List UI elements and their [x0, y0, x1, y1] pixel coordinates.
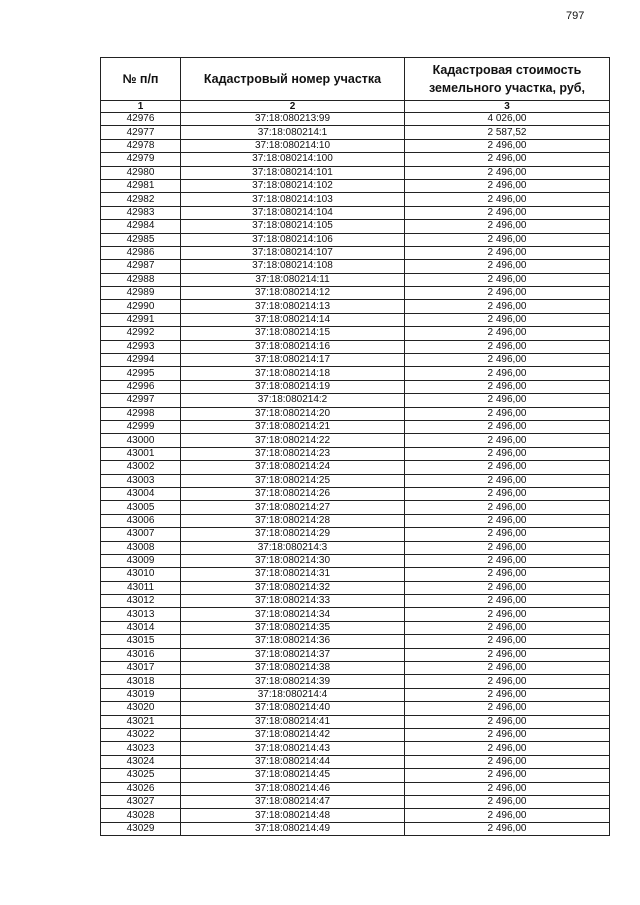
cadastral-value-cell: 2 496,00 [405, 782, 610, 795]
cadastral-number-cell: 37:18:080214:108 [181, 260, 405, 273]
cadastral-number-cell: 37:18:080214:1 [181, 126, 405, 139]
cadastral-number-cell: 37:18:080214:34 [181, 608, 405, 621]
row-number-cell: 42984 [101, 220, 181, 233]
cadastral-value-cell: 2 496,00 [405, 394, 610, 407]
cadastral-value-cell: 2 496,00 [405, 728, 610, 741]
table-row [101, 809, 610, 822]
cadastral-number-cell: 37:18:080214:47 [181, 795, 405, 808]
table-row [101, 193, 610, 206]
cadastral-number-cell: 37:18:080214:100 [181, 153, 405, 166]
cadastral-value-cell: 2 496,00 [405, 662, 610, 675]
cadastral-number-cell: 37:18:080214:48 [181, 809, 405, 822]
cadastral-number-cell: 37:18:080214:38 [181, 662, 405, 675]
row-number-cell: 43005 [101, 501, 181, 514]
cadastral-value-cell: 2 496,00 [405, 367, 610, 380]
row-number-cell: 43014 [101, 621, 181, 634]
row-number-cell: 42999 [101, 420, 181, 433]
table-row [101, 662, 610, 675]
page-number: 797 [566, 10, 585, 22]
table-row [101, 702, 610, 715]
cadastral-number-cell: 37:18:080214:15 [181, 327, 405, 340]
row-number-cell: 42992 [101, 327, 181, 340]
row-number-cell: 42998 [101, 407, 181, 420]
cadastral-number-cell: 37:18:080214:30 [181, 554, 405, 567]
cadastral-value-cell: 2 496,00 [405, 474, 610, 487]
cadastral-value-cell: 2 496,00 [405, 635, 610, 648]
cadastral-number-cell: 37:18:080214:35 [181, 621, 405, 634]
row-number-cell: 42996 [101, 380, 181, 393]
cadastral-value-cell: 2 496,00 [405, 447, 610, 460]
row-number-cell: 43009 [101, 554, 181, 567]
cadastral-value-cell: 2 496,00 [405, 220, 610, 233]
cadastral-number-cell: 37:18:080214:31 [181, 568, 405, 581]
table-row [101, 822, 610, 835]
table-row [101, 501, 610, 514]
cadastral-number-cell: 37:18:080214:20 [181, 407, 405, 420]
row-number-cell: 42986 [101, 246, 181, 259]
cadastral-value-cell: 2 496,00 [405, 206, 610, 219]
cadastral-number-cell: 37:18:080214:27 [181, 501, 405, 514]
row-number-cell: 43013 [101, 608, 181, 621]
cadastral-value-cell: 2 496,00 [405, 233, 610, 246]
table-row [101, 233, 610, 246]
cadastral-number-cell: 37:18:080214:21 [181, 420, 405, 433]
table-row [101, 769, 610, 782]
cadastral-number-cell: 37:18:080214:12 [181, 287, 405, 300]
cadastral-number-cell: 37:18:080214:24 [181, 461, 405, 474]
table-row [101, 554, 610, 567]
table-row [101, 541, 610, 554]
table-row [101, 782, 610, 795]
cadastral-value-cell: 2 496,00 [405, 822, 610, 835]
row-number-cell: 42993 [101, 340, 181, 353]
cadastral-value-cell: 2 496,00 [405, 380, 610, 393]
cadastral-number-cell: 37:18:080213:99 [181, 113, 405, 126]
cadastral-value-cell: 2 496,00 [405, 568, 610, 581]
cadastral-number-cell: 37:18:080214:103 [181, 193, 405, 206]
table-row [101, 206, 610, 219]
header-number: № п/п [101, 58, 181, 101]
cadastral-value-cell: 2 496,00 [405, 581, 610, 594]
table-row [101, 273, 610, 286]
table-row [101, 487, 610, 500]
cadastral-value-cell: 2 496,00 [405, 715, 610, 728]
row-number-cell: 43000 [101, 434, 181, 447]
cadastral-number-cell: 37:18:080214:102 [181, 179, 405, 192]
column-number-row [101, 101, 610, 113]
cadastral-number-cell: 37:18:080214:10 [181, 139, 405, 152]
cadastral-number-cell: 37:18:080214:19 [181, 380, 405, 393]
row-number-cell: 43004 [101, 487, 181, 500]
row-number-cell: 43012 [101, 595, 181, 608]
row-number-cell: 43026 [101, 782, 181, 795]
row-number-cell: 43020 [101, 702, 181, 715]
row-number-cell: 42979 [101, 153, 181, 166]
cadastral-value-cell: 2 496,00 [405, 487, 610, 500]
table-row [101, 367, 610, 380]
row-number-cell: 42985 [101, 233, 181, 246]
table-row [101, 688, 610, 701]
row-number-cell: 43015 [101, 635, 181, 648]
row-number-cell: 42991 [101, 313, 181, 326]
cadastral-value-cell: 2 496,00 [405, 461, 610, 474]
cadastral-value-cell: 2 496,00 [405, 595, 610, 608]
cadastral-number-cell: 37:18:080214:43 [181, 742, 405, 755]
cadastral-value-cell: 2 496,00 [405, 809, 610, 822]
row-number-cell: 42980 [101, 166, 181, 179]
table-row [101, 742, 610, 755]
cadastral-number-cell: 37:18:080214:33 [181, 595, 405, 608]
table-row [101, 514, 610, 527]
cadastral-value-cell: 2 496,00 [405, 246, 610, 259]
table-row [101, 354, 610, 367]
cadastral-number-cell: 37:18:080214:105 [181, 220, 405, 233]
row-number-cell: 43024 [101, 755, 181, 768]
row-number-cell: 42983 [101, 206, 181, 219]
table-row [101, 755, 610, 768]
row-number-cell: 43011 [101, 581, 181, 594]
cadastral-number-cell: 37:18:080214:22 [181, 434, 405, 447]
row-number-cell: 43010 [101, 568, 181, 581]
cadastral-number-cell: 37:18:080214:44 [181, 755, 405, 768]
table-row [101, 795, 610, 808]
cadastral-number-cell: 37:18:080214:29 [181, 528, 405, 541]
column-number-3: 3 [405, 101, 610, 113]
table-row [101, 447, 610, 460]
row-number-cell: 42988 [101, 273, 181, 286]
cadastral-value-cell: 2 496,00 [405, 273, 610, 286]
row-number-cell: 43001 [101, 447, 181, 460]
cadastral-number-cell: 37:18:080214:13 [181, 300, 405, 313]
table-row [101, 246, 610, 259]
row-number-cell: 43017 [101, 662, 181, 675]
cadastral-value-cell: 2 496,00 [405, 354, 610, 367]
row-number-cell: 43006 [101, 514, 181, 527]
table-row [101, 434, 610, 447]
table-row [101, 139, 610, 152]
cadastral-number-cell: 37:18:080214:107 [181, 246, 405, 259]
cadastral-value-cell: 2 496,00 [405, 327, 610, 340]
cadastral-number-cell: 37:18:080214:16 [181, 340, 405, 353]
cadastral-value-cell: 2 587,52 [405, 126, 610, 139]
row-number-cell: 43002 [101, 461, 181, 474]
cadastral-number-cell: 37:18:080214:39 [181, 675, 405, 688]
row-number-cell: 42976 [101, 113, 181, 126]
cadastral-number-cell: 37:18:080214:106 [181, 233, 405, 246]
cadastral-value-cell: 2 496,00 [405, 420, 610, 433]
cadastral-number-cell: 37:18:080214:40 [181, 702, 405, 715]
cadastral-value-cell: 2 496,00 [405, 287, 610, 300]
cadastral-number-cell: 37:18:080214:36 [181, 635, 405, 648]
cadastral-value-cell: 2 496,00 [405, 742, 610, 755]
row-number-cell: 42977 [101, 126, 181, 139]
row-number-cell: 43029 [101, 822, 181, 835]
table-row [101, 126, 610, 139]
row-number-cell: 42995 [101, 367, 181, 380]
row-number-cell: 42990 [101, 300, 181, 313]
table-row [101, 474, 610, 487]
row-number-cell: 42997 [101, 394, 181, 407]
row-number-cell: 42981 [101, 179, 181, 192]
row-number-cell: 43003 [101, 474, 181, 487]
table-row [101, 380, 610, 393]
table-row [101, 300, 610, 313]
cadastral-value-cell: 2 496,00 [405, 407, 610, 420]
cadastral-number-cell: 37:18:080214:37 [181, 648, 405, 661]
row-number-cell: 43028 [101, 809, 181, 822]
table-row [101, 179, 610, 192]
cadastral-value-cell: 2 496,00 [405, 675, 610, 688]
cadastral-number-cell: 37:18:080214:104 [181, 206, 405, 219]
cadastral-value-cell: 2 496,00 [405, 554, 610, 567]
cadastral-value-cell: 2 496,00 [405, 514, 610, 527]
cadastral-value-cell: 2 496,00 [405, 688, 610, 701]
header-cadastral-number: Кадастровый номер участка [181, 58, 405, 101]
table-row [101, 461, 610, 474]
cadastral-number-cell: 37:18:080214:46 [181, 782, 405, 795]
cadastral-number-cell: 37:18:080214:101 [181, 166, 405, 179]
cadastral-number-cell: 37:18:080214:18 [181, 367, 405, 380]
cadastral-value-cell: 2 496,00 [405, 166, 610, 179]
cadastral-value-cell: 2 496,00 [405, 340, 610, 353]
table-row [101, 166, 610, 179]
cadastral-number-cell: 37:18:080214:45 [181, 769, 405, 782]
table-row [101, 635, 610, 648]
cadastral-value-cell: 2 496,00 [405, 179, 610, 192]
table-row [101, 581, 610, 594]
cadastral-number-cell: 37:18:080214:2 [181, 394, 405, 407]
table-row [101, 407, 610, 420]
table-row [101, 394, 610, 407]
table-row [101, 715, 610, 728]
cadastral-value-cell: 2 496,00 [405, 313, 610, 326]
row-number-cell: 43025 [101, 769, 181, 782]
row-number-cell: 42989 [101, 287, 181, 300]
header-row [101, 58, 610, 101]
row-number-cell: 42987 [101, 260, 181, 273]
cadastral-value-cell: 2 496,00 [405, 501, 610, 514]
cadastral-number-cell: 37:18:080214:3 [181, 541, 405, 554]
cadastral-value-cell: 2 496,00 [405, 434, 610, 447]
cadastral-value-cell: 2 496,00 [405, 153, 610, 166]
row-number-cell: 43027 [101, 795, 181, 808]
cadastral-value-cell: 2 496,00 [405, 528, 610, 541]
table-row [101, 313, 610, 326]
table-row [101, 220, 610, 233]
row-number-cell: 43008 [101, 541, 181, 554]
table-row [101, 675, 610, 688]
table-row [101, 260, 610, 273]
cadastral-number-cell: 37:18:080214:26 [181, 487, 405, 500]
cadastral-number-cell: 37:18:080214:42 [181, 728, 405, 741]
cadastral-value-cell: 2 496,00 [405, 608, 610, 621]
cadastral-number-cell: 37:18:080214:23 [181, 447, 405, 460]
table-row [101, 568, 610, 581]
cadastral-number-cell: 37:18:080214:25 [181, 474, 405, 487]
cadastral-number-cell: 37:18:080214:41 [181, 715, 405, 728]
row-number-cell: 43019 [101, 688, 181, 701]
table-row [101, 287, 610, 300]
table-row [101, 113, 610, 126]
table-row [101, 728, 610, 741]
cadastral-value-cell: 2 496,00 [405, 621, 610, 634]
table-row [101, 420, 610, 433]
table-row [101, 621, 610, 634]
table-row [101, 528, 610, 541]
cadastral-number-cell: 37:18:080214:49 [181, 822, 405, 835]
table-row [101, 153, 610, 166]
row-number-cell: 43022 [101, 728, 181, 741]
table-row [101, 648, 610, 661]
cadastral-value-cell: 2 496,00 [405, 260, 610, 273]
row-number-cell: 43023 [101, 742, 181, 755]
column-number-2: 2 [181, 101, 405, 113]
table-row [101, 595, 610, 608]
cadastral-number-cell: 37:18:080214:11 [181, 273, 405, 286]
table-row [101, 340, 610, 353]
cadastral-value-cell: 2 496,00 [405, 193, 610, 206]
cadastral-number-cell: 37:18:080214:4 [181, 688, 405, 701]
row-number-cell: 43016 [101, 648, 181, 661]
row-number-cell: 43007 [101, 528, 181, 541]
cadastral-number-cell: 37:18:080214:28 [181, 514, 405, 527]
table-row [101, 608, 610, 621]
cadastral-value-cell: 2 496,00 [405, 139, 610, 152]
cadastral-value-cell: 2 496,00 [405, 541, 610, 554]
cadastral-number-cell: 37:18:080214:17 [181, 354, 405, 367]
cadastral-value-cell: 2 496,00 [405, 755, 610, 768]
cadastral-value-cell: 2 496,00 [405, 648, 610, 661]
cadastral-value-cell: 2 496,00 [405, 300, 610, 313]
row-number-cell: 43021 [101, 715, 181, 728]
cadastral-value-cell: 2 496,00 [405, 702, 610, 715]
table-row [101, 327, 610, 340]
row-number-cell: 43018 [101, 675, 181, 688]
row-number-cell: 42982 [101, 193, 181, 206]
header-cadastral-value: Кадастровая стоимость земельного участка, руб, [405, 58, 610, 101]
row-number-cell: 42994 [101, 354, 181, 367]
cadastral-value-cell: 4 026,00 [405, 113, 610, 126]
cadastral-number-cell: 37:18:080214:14 [181, 313, 405, 326]
column-number-1: 1 [101, 101, 181, 113]
cadastral-table [100, 57, 610, 836]
cadastral-value-cell: 2 496,00 [405, 769, 610, 782]
row-number-cell: 42978 [101, 139, 181, 152]
cadastral-value-cell: 2 496,00 [405, 795, 610, 808]
cadastral-number-cell: 37:18:080214:32 [181, 581, 405, 594]
